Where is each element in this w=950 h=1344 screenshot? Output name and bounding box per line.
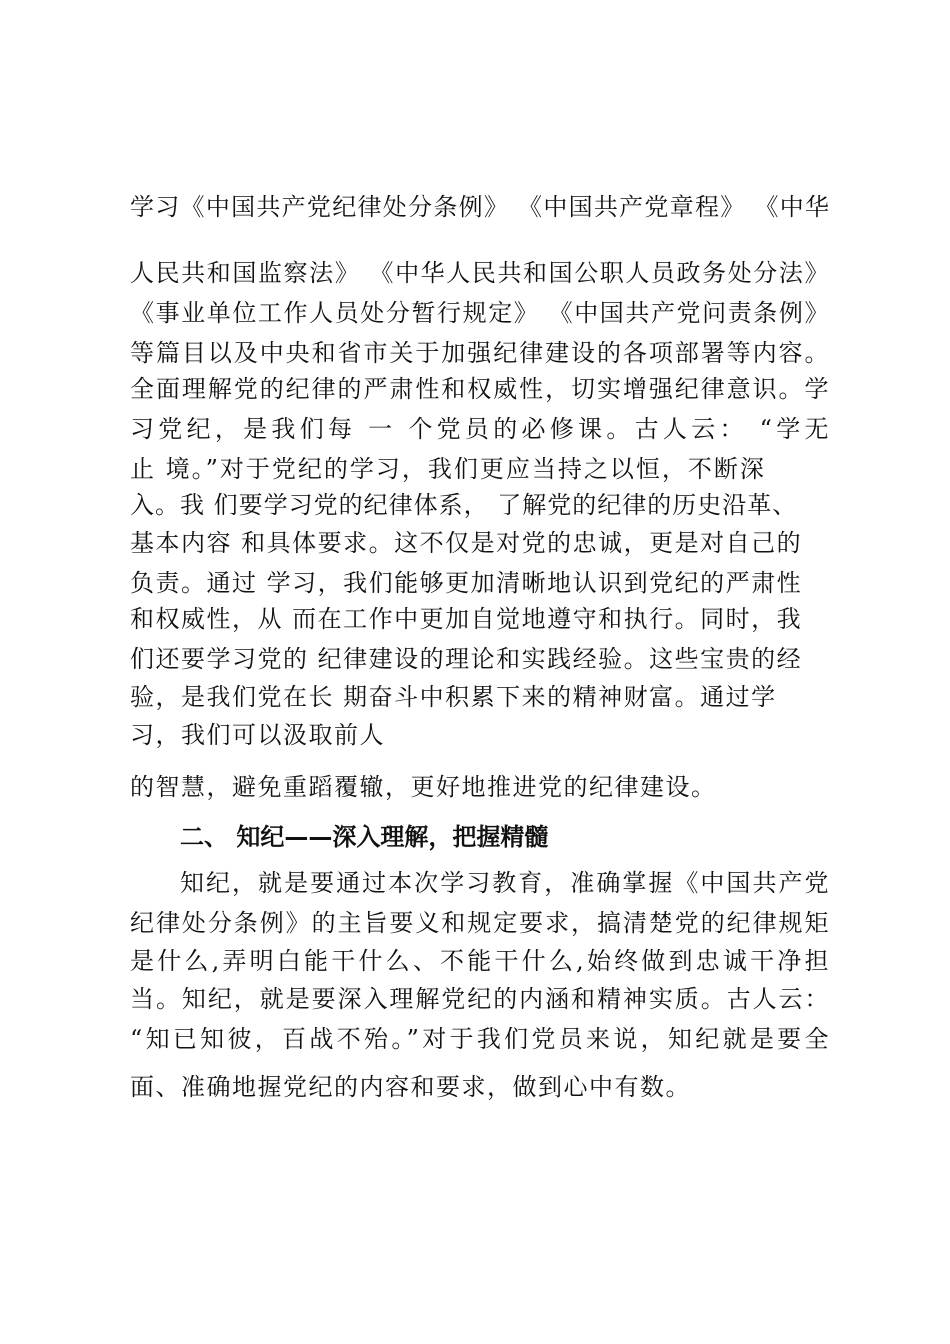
paragraph-line: 验，是我们党在长 期奋斗中积累下来的精神财富。通过学 — [130, 683, 777, 711]
paragraph-line: 全面理解党的纪律的严肃性和权威性，切实增强纪律意识。学 — [130, 375, 830, 403]
paragraph-line: 是什么,弄明白能干什么、不能干什么,始终做到忠诚干净担 — [130, 947, 830, 975]
paragraph-line: 习党纪，是我们每 一 个党员的必修课。古人云： “学无 — [130, 415, 830, 443]
paragraph-line: 纪律处分条例》的主旨要义和规定要求，搞清楚党的纪律规矩 — [130, 909, 830, 937]
paragraph-line: 的智慧，避免重蹈覆辙，更好地推进党的纪律建设。 — [130, 773, 717, 801]
paragraph-line: 入。我 们要学习党的纪律体系， 了解党的纪律的历史沿革、 — [130, 491, 798, 519]
paragraph-line: 们还要学习党的 纪律建设的理论和实践经验。这些宝贵的经 — [130, 645, 803, 673]
paragraph-line: 当。知纪，就是要深入理解党纪的内涵和精神实质。古人云： — [130, 985, 830, 1013]
paragraph-line: 等篇目以及中央和省市关于加强纪律建设的各项部署等内容。 — [130, 339, 830, 367]
paragraph-line: 习，我们可以汲取前人 — [130, 721, 385, 749]
paragraph-line: 面、准确地握党纪的内容和要求，做到心中有数。 — [130, 1073, 691, 1101]
paragraph-line: 负责。通过 学习，我们能够更加清晰地认识到党纪的严肃性 — [130, 569, 803, 597]
section-heading: 二、 知纪——深入理解，把握精髓 — [180, 823, 549, 851]
paragraph-line: 人民共和国监察法》 《中华人民共和国公职人员政务处分法》 — [130, 259, 830, 287]
paragraph-line: 《事业单位工作人员处分暂行规定》 《中国共产党问责条例》 — [130, 299, 830, 327]
paragraph-line: 和权威性，从 而在工作中更加自觉地遵守和执行。同时，我 — [130, 605, 803, 633]
paragraph-line: 止 境。”对于党纪的学习，我们更应当持之以恒，不断深 — [130, 455, 766, 483]
paragraph-line: 学习《中国共产党纪律处分条例》 《中国共产党章程》 《中华 — [130, 193, 830, 221]
paragraph-line: 基本内容 和具体要求。这不仅是对党的忠诚，更是对自己的 — [130, 529, 803, 557]
paragraph-line: “知已知彼，百战不殆。”对于我们党员来说，知纪就是要全 — [130, 1025, 830, 1053]
paragraph-line: 知纪，就是要通过本次学习教育，准确掌握《中国共产党 — [180, 869, 830, 897]
